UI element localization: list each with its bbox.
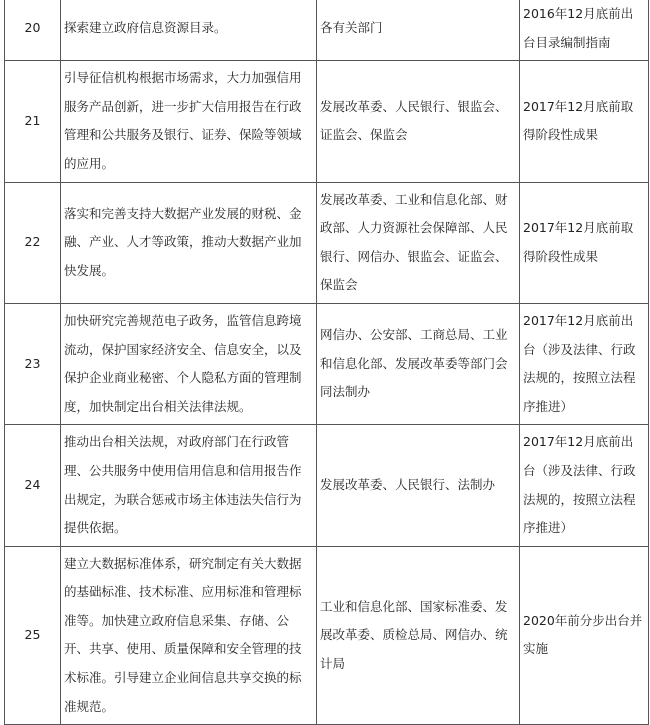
table-row <box>5 0 649 61</box>
task-description: 加快研究完善规范电子政务，监管信息跨境流动，保护国家经济安全、信息安全，以及保护企业商业秘密、个人隐私方面的管理制度，加快制定出台相关法律法规。 <box>61 303 317 424</box>
table-row <box>5 425 649 546</box>
table-row <box>5 546 649 725</box>
responsible-departments: 网信办、公安部、工商总局、工业和信息化部、发展改革委等部门会同法制办 <box>317 303 520 424</box>
deadline: 2017年12月底前出台（涉及法律、行政法规的，按照立法程序推进） <box>520 425 649 546</box>
responsible-departments: 发展改革委、工业和信息化部、财政部、人力资源社会保障部、人民银行、网信办、银监会、证监会、保监会 <box>317 182 520 303</box>
task-description: 探索建立政府信息资源目录。 <box>61 0 317 61</box>
responsible-departments: 发展改革委、人民银行、银监会、证监会、保监会 <box>317 61 520 182</box>
row-number: 22 <box>5 182 61 303</box>
responsible-departments: 工业和信息化部、国家标准委、发展改革委、质检总局、网信办、统计局 <box>317 546 520 725</box>
row-number: 25 <box>5 546 61 725</box>
task-description: 引导征信机构根据市场需求，大力加强信用服务产品创新，进一步扩大信用报告在行政管理和公共服务及银行、证券、保险等领域的应用。 <box>61 61 317 182</box>
row-number: 23 <box>5 303 61 424</box>
task-description: 建立大数据标准体系，研究制定有关大数据的基础标准、技术标准、应用标准和管理标准等。加快建立政府信息采集、存储、公开、共享、使用、质量保障和安全管理的技术标准。引导建立企业间信息共享交换的标准规范。 <box>61 546 317 725</box>
deadline: 2020年前分步出台并实施 <box>520 546 649 725</box>
row-number: 24 <box>5 425 61 546</box>
task-description: 落实和完善支持大数据产业发展的财税、金融、产业、人才等政策，推动大数据产业加快发展。 <box>61 182 317 303</box>
deadline: 2017年12月底前出台（涉及法律、行政法规的，按照立法程序推进） <box>520 303 649 424</box>
table-row <box>5 182 649 303</box>
table-row <box>5 303 649 424</box>
deadline: 2017年12月底前取得阶段性成果 <box>520 182 649 303</box>
task-table <box>4 0 649 725</box>
deadline: 2017年12月底前取得阶段性成果 <box>520 61 649 182</box>
deadline: 2016年12月底前出台目录编制指南 <box>520 0 649 61</box>
row-number: 20 <box>5 0 61 61</box>
table-row <box>5 61 649 182</box>
responsible-departments: 发展改革委、人民银行、法制办 <box>317 425 520 546</box>
task-description: 推动出台相关法规，对政府部门在行政管理、公共服务中使用信用信息和信用报告作出规定，为联合惩戒市场主体违法失信行为提供依据。 <box>61 425 317 546</box>
row-number: 21 <box>5 61 61 182</box>
responsible-departments: 各有关部门 <box>317 0 520 61</box>
